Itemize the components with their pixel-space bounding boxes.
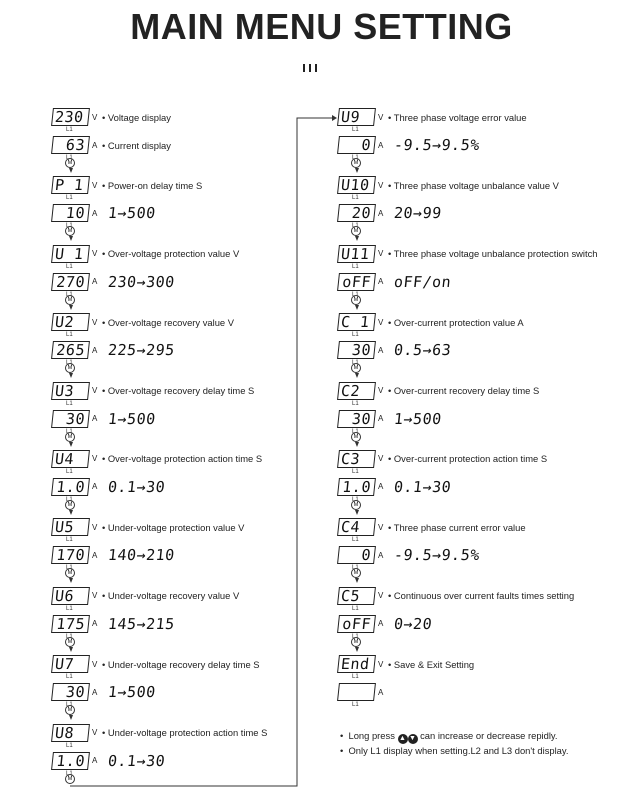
lcd-parameter-code: U8 (51, 724, 90, 742)
unit-label: V (378, 591, 384, 601)
setting-range: 0→20 (393, 614, 434, 633)
down-arrow-icon (69, 715, 73, 720)
down-arrow-icon (69, 168, 73, 173)
parameter-description: • Continuous over current faults times setting (388, 590, 575, 602)
unit-label: V (378, 454, 384, 464)
lcd-value: 0 (337, 136, 376, 154)
lcd-parameter-code: U3 (51, 382, 90, 400)
setting-range: 1→500 (393, 409, 443, 428)
lcd-parameter-code: U2 (51, 313, 90, 331)
parameter-description: • Under-voltage recovery delay time S (102, 658, 260, 670)
l1-label: L1 (66, 674, 73, 681)
unit-label: V (92, 249, 98, 259)
unit-label: A (378, 140, 384, 150)
parameter-description: • Under-voltage protection value V (102, 521, 245, 533)
lcd-value: 30 (51, 410, 90, 428)
m-button-icon: M (351, 158, 361, 168)
m-button-icon: M (351, 500, 361, 510)
m-button-icon: M (65, 158, 75, 168)
l1-label: L1 (66, 742, 73, 749)
down-arrow-icon (69, 305, 73, 310)
l1-label: L1 (66, 605, 73, 612)
unit-label: A (92, 756, 98, 766)
unit-label: A (378, 550, 384, 560)
parameter-description: • Three phase voltage unbalance protection switch (388, 248, 598, 260)
lcd-parameter-code: C3 (337, 450, 376, 468)
lcd-parameter-code: U7 (51, 655, 90, 673)
l1-label: L1 (352, 674, 359, 681)
setting-range: 1→500 (107, 409, 157, 428)
lcd-parameter-code: C5 (337, 587, 376, 605)
page-title: MAIN MENU SETTING (130, 6, 513, 47)
usage-notes (340, 729, 569, 757)
unit-label: V (92, 522, 98, 532)
l1-label: L1 (66, 468, 73, 475)
setting-range: 145→215 (107, 614, 176, 633)
parameter-description: • Three phase voltage unbalance value V (388, 179, 559, 191)
lcd-parameter-code: 230 (51, 108, 90, 126)
l1-label: L1 (352, 702, 359, 709)
lcd-parameter-code: U4 (51, 450, 90, 468)
lcd-value (337, 683, 376, 701)
setting-range: 0.1→30 (107, 751, 167, 770)
parameter-description: • Under-voltage protection action time S (102, 727, 268, 739)
unit-label: A (92, 687, 98, 697)
unit-label: A (92, 140, 98, 150)
unit-label: A (92, 345, 98, 355)
lcd-value: 30 (337, 410, 376, 428)
lcd-parameter-code: P 1 (51, 176, 90, 194)
unit-label: A (92, 414, 98, 424)
setting-range: 225→295 (107, 341, 176, 360)
lcd-value: 0 (337, 546, 376, 564)
up-arrow-icon: ▲ (399, 735, 406, 742)
down-arrow-icon (355, 578, 359, 583)
m-button-icon: M (351, 432, 361, 442)
m-button-icon: M (65, 705, 75, 715)
setting-range: 1→500 (107, 683, 157, 702)
setting-range: 0.1→30 (393, 477, 453, 496)
l1-label: L1 (352, 195, 359, 202)
l1-label: L1 (352, 127, 359, 133)
m-button-icon: M (65, 295, 75, 305)
lcd-parameter-code: U11 (337, 245, 376, 263)
m-button-icon: M (65, 363, 75, 373)
down-arrow-icon (355, 442, 359, 447)
unit-label: V (378, 112, 384, 122)
setting-range: 20→99 (393, 204, 443, 223)
unit-label: V (378, 659, 384, 669)
l1-label: L1 (352, 537, 359, 544)
down-arrow-icon (355, 510, 359, 515)
unit-label: V (378, 180, 384, 190)
lcd-value: 63 (51, 136, 90, 154)
l1-label: L1 (66, 537, 73, 544)
l1-label: L1 (352, 468, 359, 475)
parameter-description: • Voltage display (102, 111, 171, 123)
note-l1-display: • Only L1 display when setting.L2 and L3 don't display. (340, 745, 569, 756)
parameter-description: • Over-current protection value A (388, 316, 524, 328)
lcd-value: 175 (51, 615, 90, 633)
lcd-parameter-code: U6 (51, 587, 90, 605)
m-button-icon: M (351, 363, 361, 373)
m-button-icon: M (65, 637, 75, 647)
lcd-value: 270 (51, 273, 90, 291)
unit-label: V (92, 317, 98, 327)
setting-range: 230→300 (107, 272, 176, 291)
parameter-description: • Over-voltage recovery value V (102, 316, 234, 328)
m-button-icon: M (65, 568, 75, 578)
setting-range: oFF/on (393, 272, 453, 291)
down-arrow-icon (355, 305, 359, 310)
l1-label: L1 (66, 332, 73, 339)
unit-label: V (92, 386, 98, 396)
unit-label: A (378, 277, 384, 287)
down-arrow-icon (69, 647, 73, 652)
unit-label: V (378, 386, 384, 396)
parameter-description: • Over-current protection action time S (388, 453, 548, 465)
lcd-parameter-code: C2 (337, 382, 376, 400)
l1-label: L1 (352, 332, 359, 339)
unit-label: A (378, 619, 384, 629)
m-button-icon: M (65, 432, 75, 442)
m-button-icon: M (65, 774, 75, 784)
setting-range: -9.5→9.5% (393, 546, 481, 565)
lcd-value: 1.0 (51, 752, 90, 770)
lcd-value: 1.0 (337, 478, 376, 496)
unit-label: V (378, 317, 384, 327)
parameter-description: • Over-voltage protection action time S (102, 453, 263, 465)
parameter-description: • Over-voltage protection value V (102, 248, 240, 260)
unit-label: A (92, 277, 98, 287)
l1-label: L1 (352, 263, 359, 270)
unit-label: V (92, 659, 98, 669)
note-long-press: • Long press ▲ ▼ can increase or decrease repidly. (340, 730, 558, 742)
lcd-value: oFF (337, 273, 376, 291)
down-arrow-icon (69, 578, 73, 583)
lcd-parameter-code: C 1 (337, 313, 376, 331)
value-description: • Current display (102, 139, 171, 151)
unit-label: A (378, 482, 384, 492)
l1-label: L1 (352, 400, 359, 407)
unit-label: V (378, 522, 384, 532)
down-arrow-icon: ▼ (409, 735, 416, 742)
parameter-description: • Save & Exit Setting (388, 658, 475, 670)
parameter-description: • Under-voltage recovery value V (102, 590, 240, 602)
m-button-icon: M (65, 500, 75, 510)
m-button-icon: M (351, 295, 361, 305)
unit-label: V (92, 112, 98, 122)
unit-label: V (378, 249, 384, 259)
unit-label: V (92, 591, 98, 601)
l1-label: L1 (66, 195, 73, 202)
l1-label: L1 (66, 127, 73, 133)
m-button-icon: M (65, 226, 75, 236)
unit-label: A (378, 345, 384, 355)
setting-range: 140→210 (107, 546, 176, 565)
down-arrow-icon (355, 236, 359, 241)
m-button-icon: M (351, 637, 361, 647)
parameter-description: • Power-on delay time S (102, 179, 203, 191)
lcd-value: 170 (51, 546, 90, 564)
unit-label: V (92, 180, 98, 190)
lcd-parameter-code: U 1 (51, 245, 90, 263)
unit-label: A (92, 482, 98, 492)
lcd-value: 265 (51, 341, 90, 359)
lcd-parameter-code: End (337, 655, 376, 673)
l1-label: L1 (66, 263, 73, 270)
lcd-parameter-code: U10 (337, 176, 376, 194)
down-arrow-icon (69, 236, 73, 241)
parameter-description: • Three phase current error value (388, 521, 526, 533)
down-arrow-icon (355, 373, 359, 378)
unit-label: A (92, 550, 98, 560)
parameter-description: • Over-voltage recovery delay time S (102, 385, 255, 397)
down-arrow-icon (355, 647, 359, 652)
setting-range: -9.5→9.5% (393, 136, 481, 154)
setting-range: 0.5→63 (393, 341, 453, 360)
parameter-description: • Three phase voltage error value (388, 111, 527, 123)
setting-range: 1→500 (107, 204, 157, 223)
unit-label: A (92, 208, 98, 218)
unit-label: A (378, 687, 384, 697)
l1-label: L1 (66, 400, 73, 407)
unit-label: V (92, 454, 98, 464)
unit-label: A (92, 619, 98, 629)
setting-range: 0.1→30 (107, 477, 167, 496)
m-button-icon: M (351, 568, 361, 578)
lcd-value: 20 (337, 204, 376, 222)
parameter-description: • Over-current recovery delay time S (388, 385, 540, 397)
lcd-parameter-code: U9 (337, 108, 376, 126)
m-button-icon: M (351, 226, 361, 236)
down-arrow-icon (355, 168, 359, 173)
unit-label: A (378, 414, 384, 424)
unit-label: V (92, 728, 98, 738)
lcd-value: 1.0 (51, 478, 90, 496)
l1-label: L1 (352, 605, 359, 612)
lcd-value: 10 (51, 204, 90, 222)
down-arrow-icon (69, 373, 73, 378)
lcd-value: 30 (337, 341, 376, 359)
lcd-value: 30 (51, 683, 90, 701)
lcd-parameter-code: C4 (337, 518, 376, 536)
down-arrow-icon (69, 442, 73, 447)
down-arrow-icon (69, 510, 73, 515)
lcd-value: oFF (337, 615, 376, 633)
unit-label: A (378, 208, 384, 218)
lcd-parameter-code: U5 (51, 518, 90, 536)
